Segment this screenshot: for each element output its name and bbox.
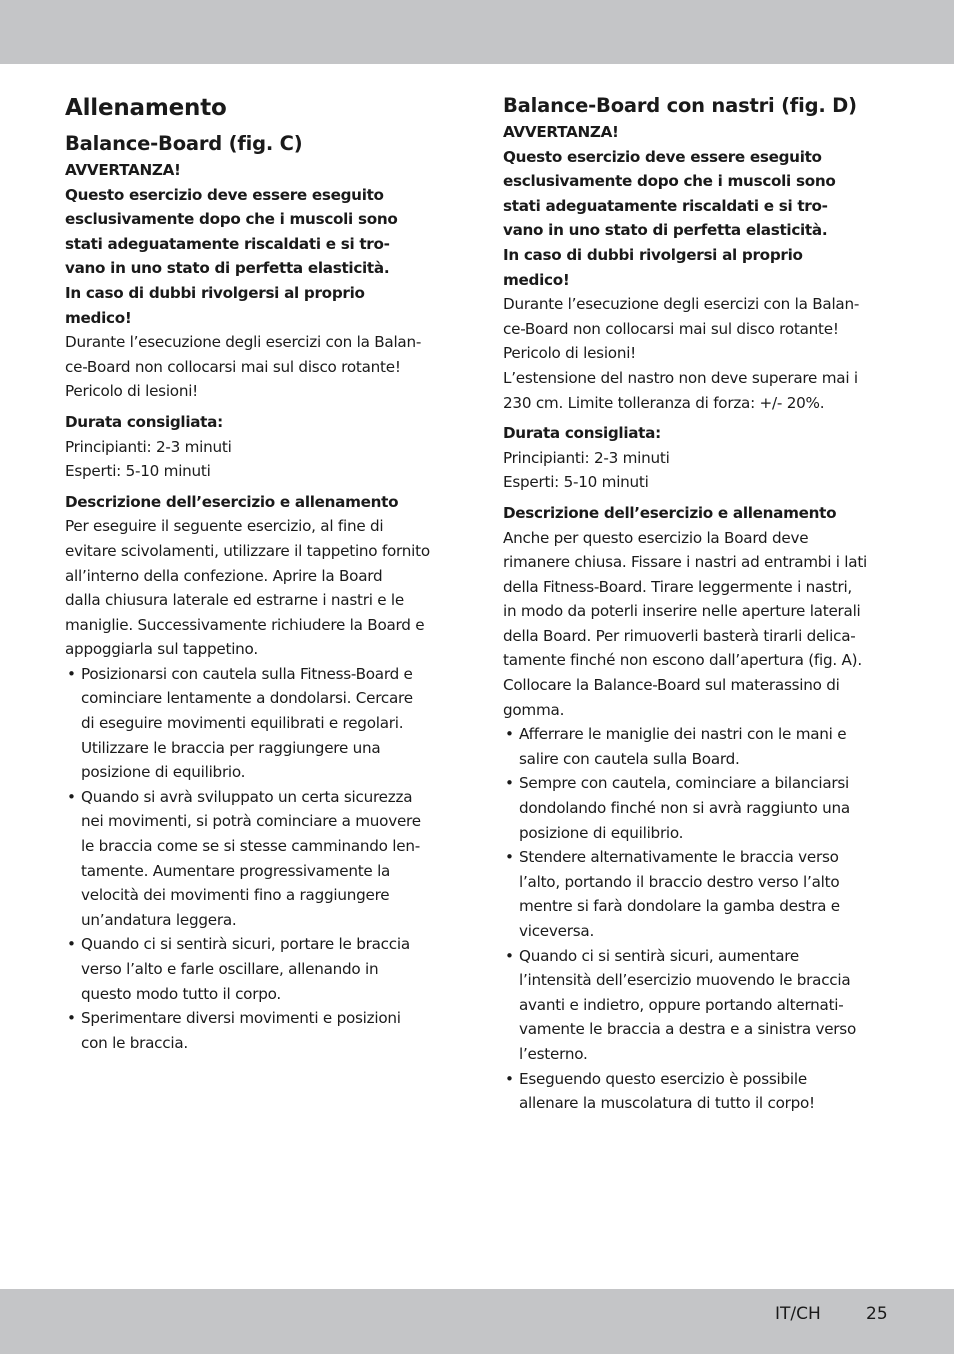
list-item: • Stendere alternativamente le braccia verso l’alto, portando il braccio destro verso l’alto mentre si farà dondolare la gamba destra e viceversa. — [505, 848, 840, 940]
instruction-list — [503, 722, 895, 1116]
list-item: • Eseguendo questo esercizio è possibile allenare la muscolatura di tutto il corpo! — [505, 1069, 815, 1113]
description-text: Per eseguire il seguente esercizio, al fine di evitare scivolamenti, utilizzare il tappetino fornito all’interno della confezione. Aprire la Board dalla chiusura laterale ed estrarne i nastri e le maniglie. Successivamente richiudere la Board e appoggiarla sul tappetino. — [65, 517, 430, 659]
list-item: • Posizionarsi con cautela sulla Fitness-Board e cominciare lentamente a dondolarsi. Cercare di eseguire movimenti equilibrati e regolari. Utilizzare le braccia per raggiungere una posizione di equilibrio. — [67, 664, 413, 782]
duration-beginner: Principianti: 2-3 minuti — [65, 437, 232, 456]
duration-label: Durata consigliata: — [503, 424, 661, 443]
header-band — [0, 0, 954, 64]
duration-expert: Esperti: 5-10 minuti — [65, 462, 211, 481]
list-item: • Afferrare le maniglie dei nastri con le mani e salire con cautela sulla Board. — [505, 725, 847, 768]
page-number: 25 — [866, 1304, 888, 1324]
section-title: Allenamento — [65, 95, 227, 121]
intro-text: Durante l’esecuzione degli esercizi con la Balan- ce-Board non collocarsi mai sul disco rotante! Pericolo di lesioni! — [65, 333, 422, 401]
duration-label: Durata consigliata: — [65, 412, 223, 431]
warning-text: Questo esercizio deve essere eseguito esclusivamente dopo che i muscoli sono stati adeguatamente riscaldati e si tro- vano in uno stato di perfetta elasticità. In caso di dubbi rivolgersi al proprio medico! — [65, 185, 398, 327]
warning-text: Questo esercizio deve essere eseguito esclusivamente dopo che i muscoli sono stati adeguatamente riscaldati e si tro- vano in uno stato di perfetta elasticità. In caso di dubbi rivolgersi al proprio medico! — [503, 147, 836, 289]
list-item: • Quando si avrà sviluppato un certa sicurezza nei movimenti, si potrà cominciare a muovere le braccia come se si stesse camminando len- tamente. Aumentare progressivamente la velocità dei movimenti fino a raggiungere un’andatura leggera. — [67, 787, 421, 929]
list-item: • Quando ci si sentirà sicuri, aumentare l’intensità dell’esercizio muovendo le braccia avanti e indietro, oppure portando alternati- vamente le braccia a destra e a sinistra verso l’esterno. — [505, 946, 856, 1063]
instruction-list — [65, 662, 455, 1056]
subsection-title: Balance-Board con nastri (fig. D) — [503, 94, 857, 117]
list-item: • Sempre con cautela, cominciare a bilanciarsi dondolando finché non si avrà raggiunto una posizione di equilibrio. — [505, 774, 850, 842]
footer-region-label: IT/CH — [775, 1304, 821, 1324]
right-column — [503, 92, 895, 1116]
description-label: Descrizione dell’esercizio e allenamento — [65, 492, 399, 511]
duration-beginner: Principianti: 2-3 minuti — [503, 448, 670, 467]
list-item: • Quando ci si sentirà sicuri, portare le braccia verso l’alto e farle oscillare, allenando in questo modo tutto il corpo. — [67, 935, 410, 1003]
list-item: • Sperimentare diversi movimenti e posizioni con le braccia. — [67, 1009, 401, 1052]
description-label: Descrizione dell’esercizio e allenamento — [503, 503, 837, 522]
intro-text: Durante l’esecuzione degli esercizi con la Balan- ce-Board non collocarsi mai sul disco rotante! Pericolo di lesioni! L’estensione del nastro non deve superare mai i 230 cm. Limite tolleranza di forza: +/- 20%. — [503, 295, 860, 412]
duration-expert: Esperti: 5-10 minuti — [503, 473, 649, 492]
subsection-title: Balance-Board (fig. C) — [65, 132, 303, 155]
left-column — [65, 92, 455, 1055]
description-text: Anche per questo esercizio la Board deve rimanere chiusa. Fissare i nastri ad entrambi i lati della Fitness-Board. Tirare leggermente i nastri, in modo da poterli inserire nelle aperture laterali della Board. Per rimuoverli basterà tirarli delica- tamente finché non escono dall’apertura (fig. A). Collocare la Balance-Board sul materassino di gomma. — [503, 528, 867, 719]
warning-label: AVVERTANZA! — [503, 123, 619, 141]
warning-label: AVVERTANZA! — [65, 161, 181, 179]
